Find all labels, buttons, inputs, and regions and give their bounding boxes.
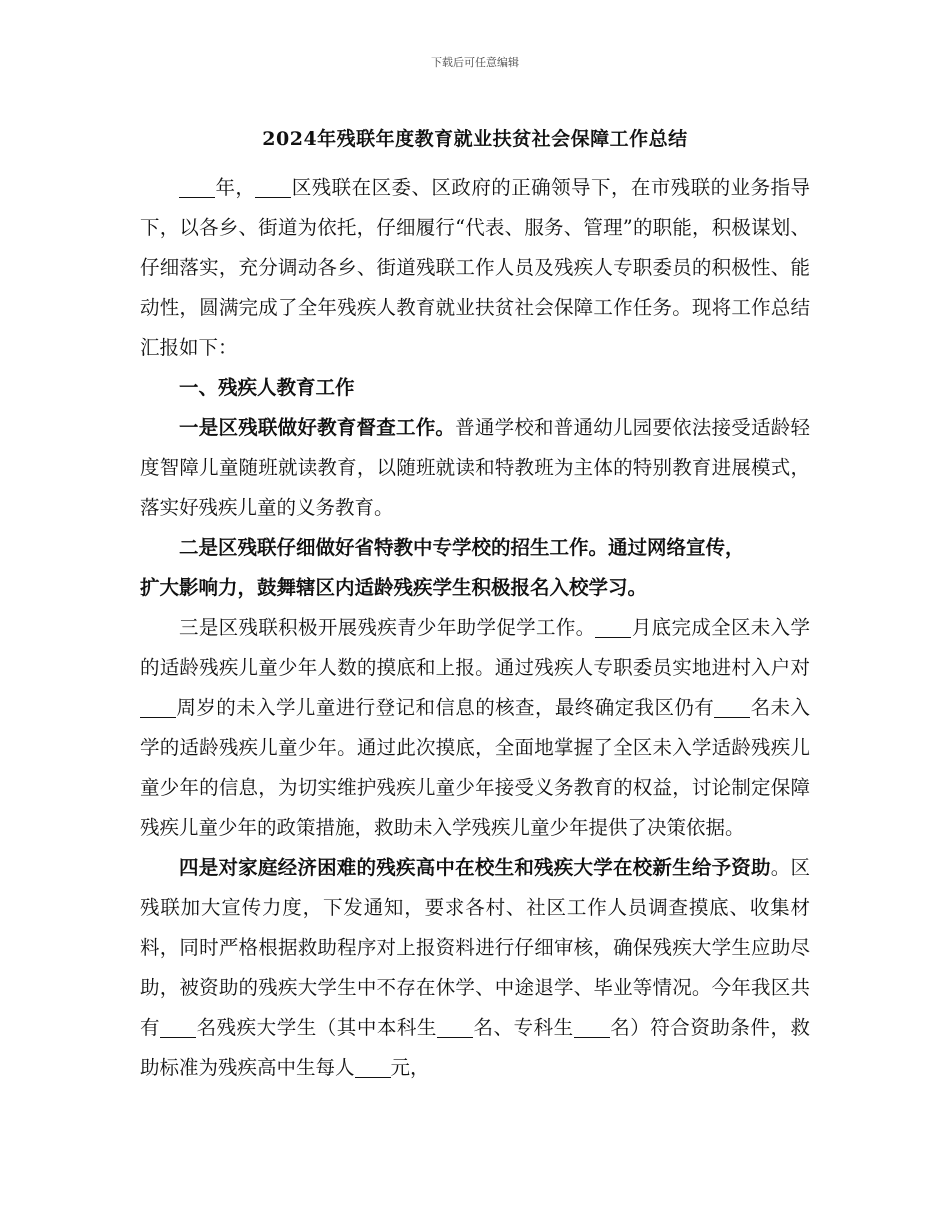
- blank-field: [574, 1018, 610, 1039]
- item-two-line-2: 扩大影响力，鼓舞辖区内适龄残疾学生积极报名入校学习。: [140, 576, 648, 599]
- blank-field: [160, 1018, 196, 1039]
- document-title: 2024年残联年度教育就业扶贫社会保障工作总结: [262, 128, 688, 150]
- blank-field: [437, 1018, 473, 1039]
- blank-field: [140, 698, 176, 719]
- blank-field: [255, 178, 291, 199]
- section-heading-education: 一、残疾人教育工作: [179, 376, 355, 399]
- blank-field: [714, 698, 750, 719]
- blank-field: [355, 1058, 391, 1079]
- item-three-paragraph: 三是区残联积极开展残疾青少年助学促学工作。 月底完成全区未入学的适龄残疾儿童少年人数的摸底和上报。通过残疾人专职委员实地进村入户对周岁的未入学儿童进行登记和信息的核查，最终确定我区仍有 名未入学的适龄残疾儿童少年。通过此次摸底，全面地掌握了全区未入学适龄残疾儿童少年的信息，为切实维护残疾儿童少年接受义务教育的权益，讨论制定保障残疾儿童少年的政策措施，救助未入学残疾儿童少年提供了决策依据。: [140, 616, 810, 839]
- blank-field: [595, 618, 631, 639]
- item-one-paragraph: 一是区残联做好教育督查工作。普通学校和普通幼儿园要依法接受适龄轻度智障儿童随班就读教育，以随班就读和特教班为主体的特别教育进展模式，落实好残疾儿童的义务教育。: [140, 416, 810, 519]
- page-header-note: 下载后可任意编辑: [431, 56, 519, 69]
- blank-field: [179, 178, 215, 199]
- document-body: [140, 168, 810, 1088]
- item-two-line-1: 二是区残联仔细做好省特教中专学校的招生工作。通过网络宣传，: [179, 536, 745, 559]
- intro-paragraph: 年， 区残联在区委、区政府的正确领导下，在市残联的业务指导下，以各乡、街道为依托，仔细履行“代表、服务、管理”的职能，积极谋划、仔细落实，充分调动各乡、街道残联工作人员及残疾人专职委员的积极性、能动性，圆满完成了全年残疾人教育就业扶贫社会保障工作任务。现将工作总结汇报如下：: [140, 176, 810, 359]
- item-four-paragraph: 四是对家庭经济困难的残疾高中在校生和残疾大学在校新生给予资助。区残联加大宣传力度，下发通知，要求各村、社区工作人员调查摸底、收集材料，同时严格根据救助程序对上报资料进行仔细审核，确保残疾大学生应助尽助，被资助的残疾大学生中不存在休学、中途退学、毕业等情况。今年我区共有 名残疾大学生（其中本科生 名、专科生 名）符合资助条件，救助标准为残疾高中生每人 元，: [140, 856, 810, 1079]
